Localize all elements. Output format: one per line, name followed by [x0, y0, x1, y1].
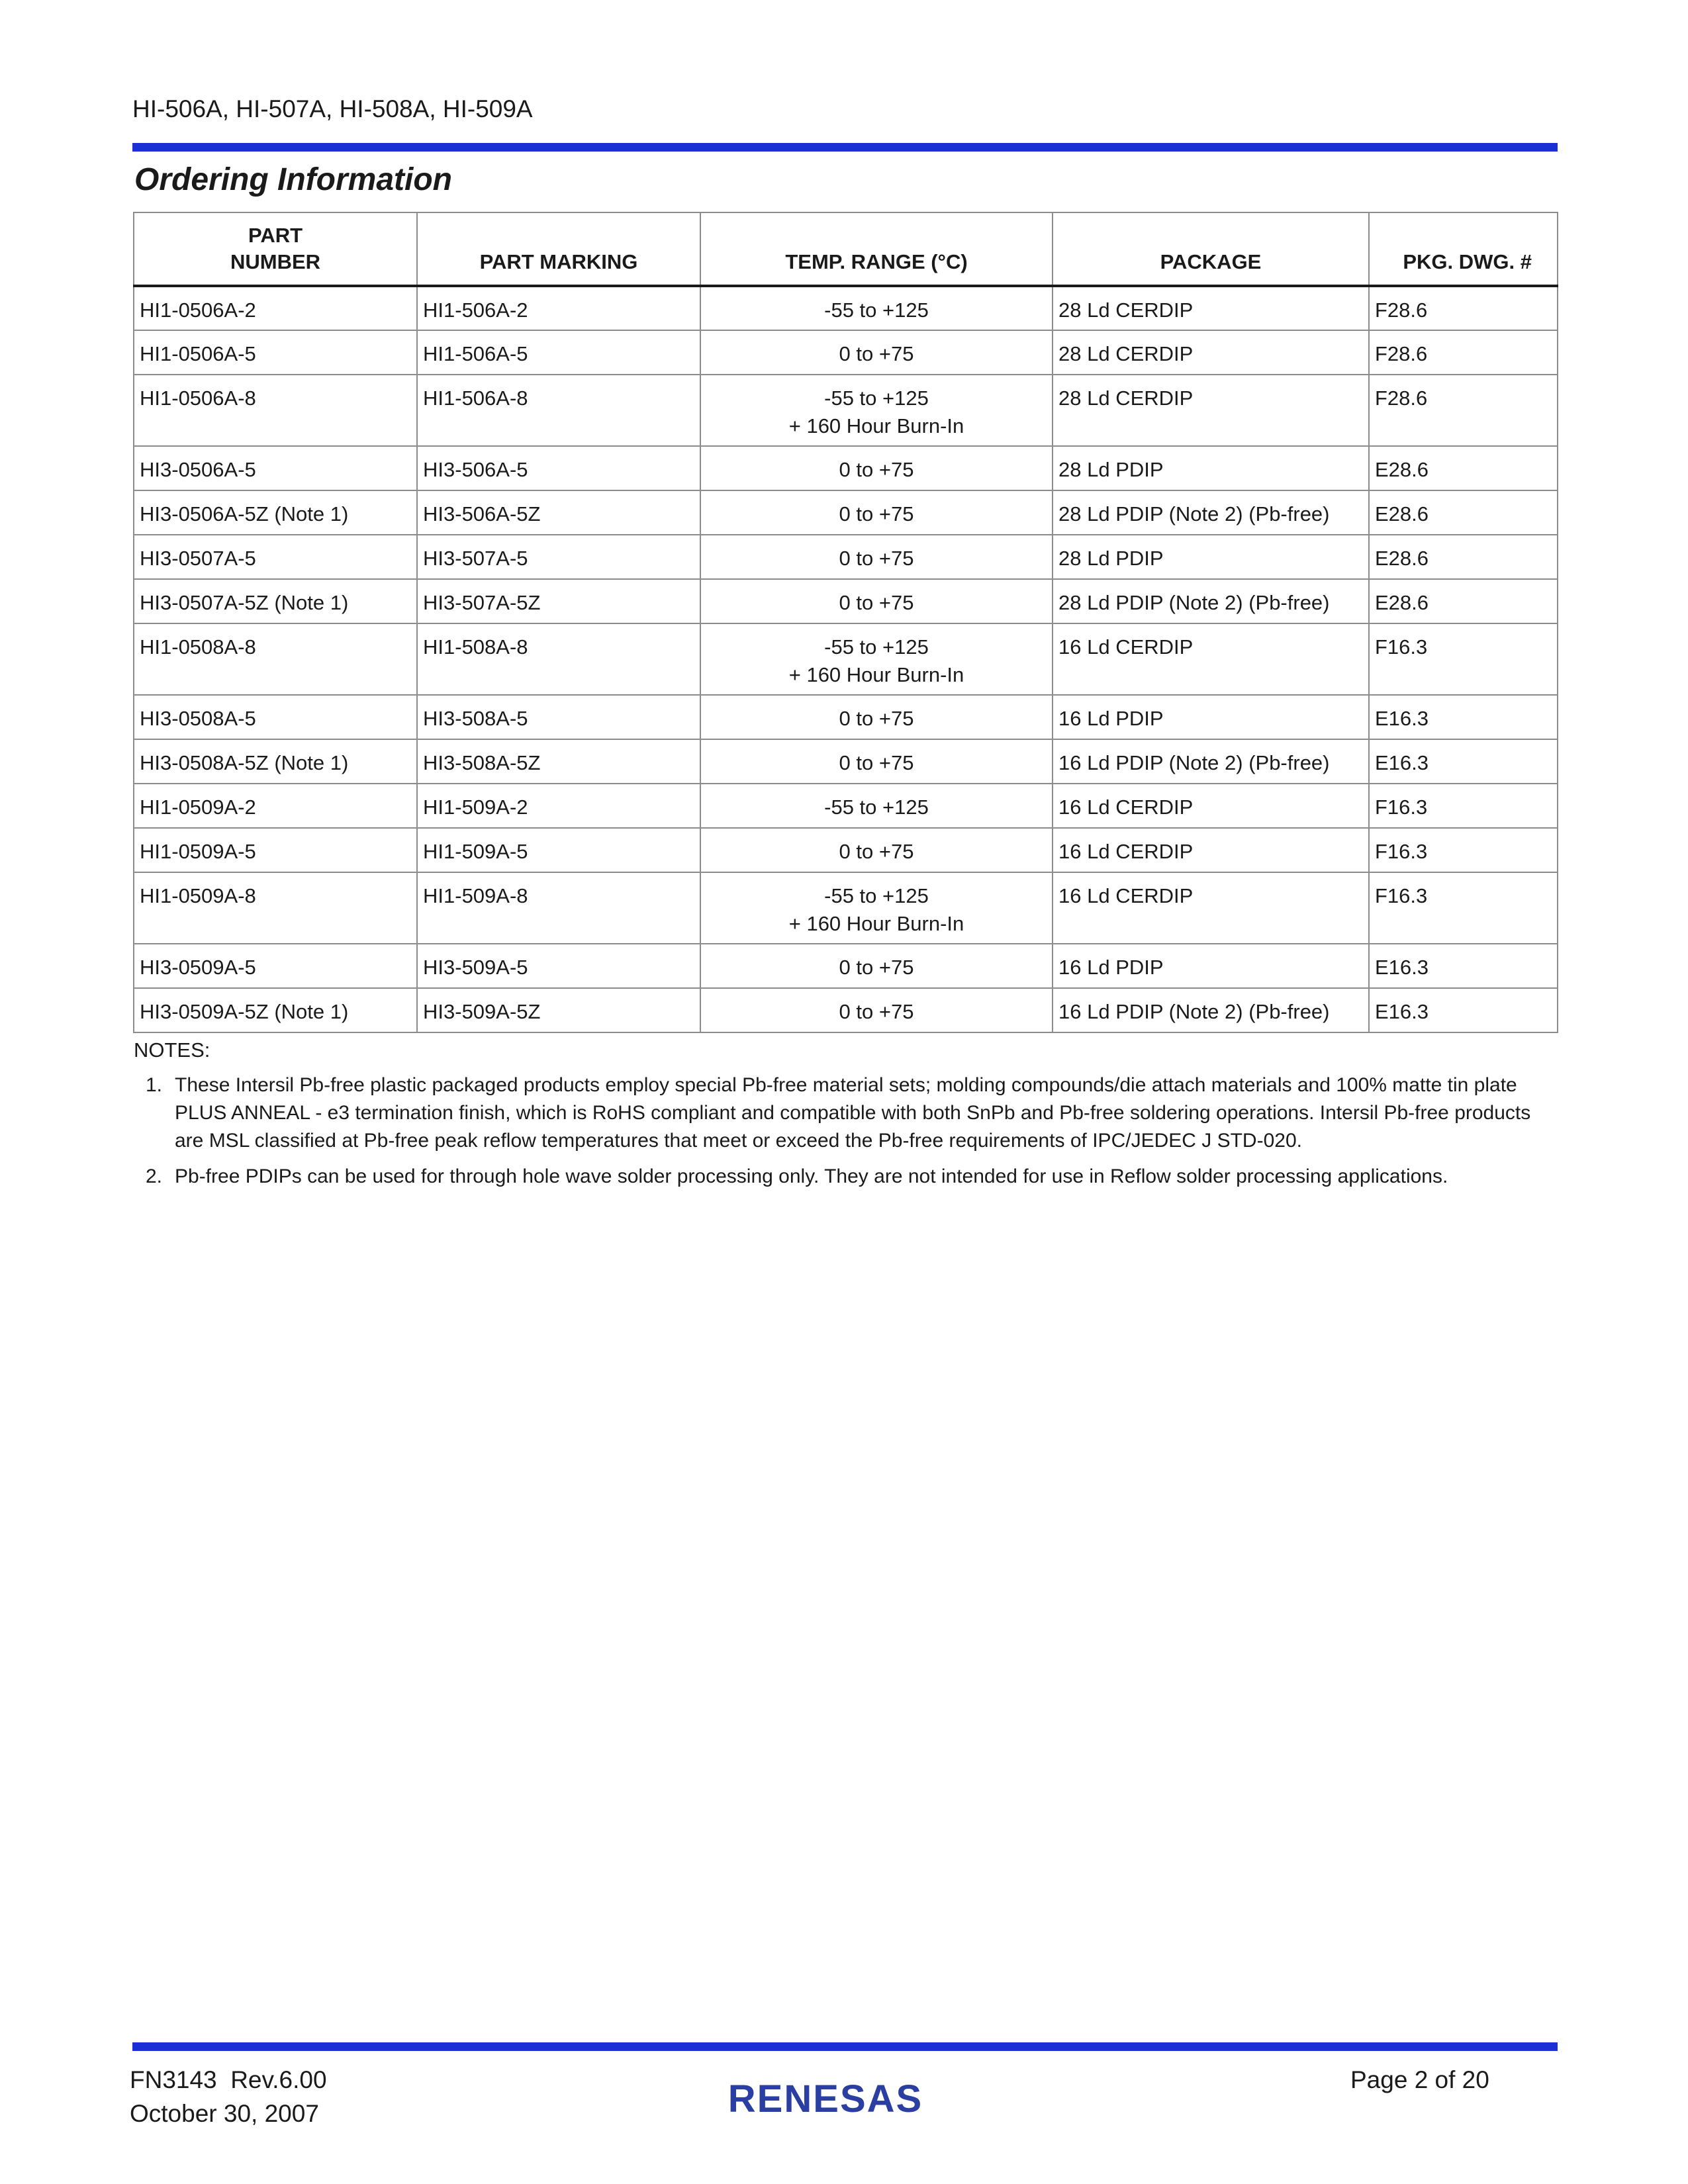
cell-temp-range — [700, 872, 1053, 944]
temp-range-line: -55 to +125 — [824, 884, 929, 907]
cell-temp-range: 0 to +75 — [700, 695, 1053, 739]
cell-package: 28 Ld CERDIP — [1053, 330, 1369, 375]
cell-part-marking: HI1-508A-8 — [417, 623, 700, 695]
table-row — [134, 579, 1558, 623]
cell-part-number: HI1-0506A-8 — [134, 375, 417, 446]
table-row — [134, 784, 1558, 828]
cell-part-number: HI1-0509A-8 — [134, 872, 417, 944]
cell-part-number: HI1-0506A-5 — [134, 330, 417, 375]
table-row — [134, 944, 1558, 988]
cell-part-number: HI3-0508A-5 — [134, 695, 417, 739]
cell-temp-range — [700, 375, 1053, 446]
cell-package: 28 Ld PDIP — [1053, 535, 1369, 579]
cell-part-marking: HI3-508A-5 — [417, 695, 700, 739]
cell-package: 16 Ld PDIP (Note 2) (Pb-free) — [1053, 739, 1369, 784]
notes-label: NOTES: — [134, 1038, 211, 1062]
cell-temp-range — [700, 623, 1053, 695]
note-number: 1. — [146, 1074, 163, 1096]
renesas-logo-text: RENESAS — [727, 2077, 923, 2120]
cell-part-marking: HI3-508A-5Z — [417, 739, 700, 784]
cell-part-number: HI3-0507A-5Z (Note 1) — [134, 579, 417, 623]
note-item — [134, 1163, 1559, 1191]
cell-part-number: HI3-0506A-5Z (Note 1) — [134, 490, 417, 535]
footer-doc-id: FN3143 Rev.6.00 — [130, 2066, 327, 2093]
cell-part-number: HI3-0508A-5Z (Note 1) — [134, 739, 417, 784]
note-text: Pb-free PDIPs can be used for through hole wave solder processing only. They are not intended for use in Reflow solder processing applications. — [175, 1165, 1448, 1187]
cell-package: 16 Ld PDIP (Note 2) (Pb-free) — [1053, 988, 1369, 1032]
cell-part-marking: HI3-507A-5Z — [417, 579, 700, 623]
cell-package: 16 Ld CERDIP — [1053, 784, 1369, 828]
cell-pkg-dwg: E28.6 — [1369, 535, 1558, 579]
table-row — [134, 286, 1558, 330]
cell-part-number: HI1-0509A-5 — [134, 828, 417, 872]
cell-package: 16 Ld PDIP — [1053, 695, 1369, 739]
note-item — [134, 1071, 1559, 1155]
cell-pkg-dwg: E16.3 — [1369, 988, 1558, 1032]
cell-part-marking: HI3-506A-5Z — [417, 490, 700, 535]
cell-pkg-dwg: E28.6 — [1369, 579, 1558, 623]
header-pkg-dwg: PKG. DWG. # — [1369, 212, 1558, 286]
notes-list — [134, 1071, 1559, 1199]
cell-pkg-dwg: E28.6 — [1369, 446, 1558, 490]
cell-package: 16 Ld CERDIP — [1053, 623, 1369, 695]
cell-temp-range: 0 to +75 — [700, 739, 1053, 784]
cell-part-marking: HI3-507A-5 — [417, 535, 700, 579]
cell-part-number: HI3-0509A-5Z (Note 1) — [134, 988, 417, 1032]
renesas-logo — [687, 2075, 964, 2121]
footer-page-number: Page 2 of 20 — [1350, 2066, 1489, 2093]
table-header-row — [134, 212, 1558, 286]
cell-part-number: HI3-0509A-5 — [134, 944, 417, 988]
cell-package: 16 Ld PDIP — [1053, 944, 1369, 988]
cell-temp-range: 0 to +75 — [700, 579, 1053, 623]
cell-temp-range: 0 to +75 — [700, 828, 1053, 872]
table-row — [134, 695, 1558, 739]
footer-rule — [132, 2042, 1558, 2051]
cell-part-number: HI1-0506A-2 — [134, 286, 417, 330]
header-package: PACKAGE — [1053, 212, 1369, 286]
cell-part-marking: HI1-506A-2 — [417, 286, 700, 330]
cell-pkg-dwg: E16.3 — [1369, 739, 1558, 784]
cell-part-marking: HI1-509A-5 — [417, 828, 700, 872]
cell-part-marking: HI3-506A-5 — [417, 446, 700, 490]
cell-part-number: HI3-0506A-5 — [134, 446, 417, 490]
table-row — [134, 375, 1558, 446]
cell-pkg-dwg: F16.3 — [1369, 828, 1558, 872]
header-rule — [132, 143, 1558, 152]
section-title: Ordering Information — [134, 162, 452, 197]
table-row — [134, 988, 1558, 1032]
cell-part-number: HI1-0508A-8 — [134, 623, 417, 695]
burn-in-line: + 160 Hour Burn-In — [788, 663, 964, 686]
cell-package: 28 Ld PDIP — [1053, 446, 1369, 490]
table-row — [134, 330, 1558, 375]
cell-pkg-dwg: E28.6 — [1369, 490, 1558, 535]
ordering-information-table — [133, 212, 1558, 1033]
cell-part-marking: HI3-509A-5 — [417, 944, 700, 988]
cell-temp-range: 0 to +75 — [700, 988, 1053, 1032]
table-row — [134, 623, 1558, 695]
header-part-number-line2: NUMBER — [230, 250, 321, 273]
cell-package: 28 Ld CERDIP — [1053, 375, 1369, 446]
footer-doc-info — [130, 2063, 327, 2130]
cell-pkg-dwg: F16.3 — [1369, 623, 1558, 695]
cell-pkg-dwg: F28.6 — [1369, 286, 1558, 330]
cell-part-number: HI1-0509A-2 — [134, 784, 417, 828]
cell-temp-range: 0 to +75 — [700, 944, 1053, 988]
temp-range-line: -55 to +125 — [824, 387, 929, 410]
cell-pkg-dwg: F16.3 — [1369, 872, 1558, 944]
note-number: 2. — [146, 1165, 163, 1187]
table-row — [134, 535, 1558, 579]
cell-pkg-dwg: F28.6 — [1369, 330, 1558, 375]
cell-pkg-dwg: F28.6 — [1369, 375, 1558, 446]
table-row — [134, 872, 1558, 944]
cell-part-number: HI3-0507A-5 — [134, 535, 417, 579]
header-part-marking: PART MARKING — [417, 212, 700, 286]
cell-part-marking: HI1-509A-2 — [417, 784, 700, 828]
cell-temp-range: 0 to +75 — [700, 446, 1053, 490]
cell-part-marking: HI1-506A-8 — [417, 375, 700, 446]
cell-temp-range: 0 to +75 — [700, 535, 1053, 579]
cell-package: 28 Ld PDIP (Note 2) (Pb-free) — [1053, 490, 1369, 535]
header-temp-range: TEMP. RANGE (°C) — [700, 212, 1053, 286]
cell-part-marking: HI1-506A-5 — [417, 330, 700, 375]
burn-in-line: + 160 Hour Burn-In — [788, 414, 964, 437]
cell-package: 16 Ld CERDIP — [1053, 828, 1369, 872]
cell-pkg-dwg: E16.3 — [1369, 695, 1558, 739]
cell-part-marking: HI1-509A-8 — [417, 872, 700, 944]
document-header-title: HI-506A, HI-507A, HI-508A, HI-509A — [132, 95, 533, 122]
cell-temp-range: 0 to +75 — [700, 490, 1053, 535]
table-row — [134, 828, 1558, 872]
cell-package: 16 Ld CERDIP — [1053, 872, 1369, 944]
note-text: These Intersil Pb-free plastic packaged products employ special Pb-free material sets; molding compounds/die attach materials and 100% matte tin plate PLUS ANNEAL - e3 termination finish, which is RoHS compliant and compatible with both SnPb and Pb-free soldering operations. Intersil Pb-free products are MSL classified at Pb-free peak reflow temperatures that meet or exceed the Pb-free requirements of IPC/JEDEC J STD-020. — [175, 1074, 1531, 1152]
header-part-number-line1: PART — [248, 224, 303, 247]
cell-temp-range: -55 to +125 — [700, 286, 1053, 330]
table-row — [134, 446, 1558, 490]
cell-temp-range: -55 to +125 — [700, 784, 1053, 828]
cell-package: 28 Ld PDIP (Note 2) (Pb-free) — [1053, 579, 1369, 623]
temp-range-line: -55 to +125 — [824, 635, 929, 659]
cell-temp-range: 0 to +75 — [700, 330, 1053, 375]
cell-pkg-dwg: F16.3 — [1369, 784, 1558, 828]
table-row — [134, 739, 1558, 784]
footer-date: October 30, 2007 — [130, 2100, 319, 2127]
cell-package: 28 Ld CERDIP — [1053, 286, 1369, 330]
cell-part-marking: HI3-509A-5Z — [417, 988, 700, 1032]
burn-in-line: + 160 Hour Burn-In — [788, 912, 964, 935]
table-row — [134, 490, 1558, 535]
header-part-number — [134, 212, 417, 286]
cell-pkg-dwg: E16.3 — [1369, 944, 1558, 988]
